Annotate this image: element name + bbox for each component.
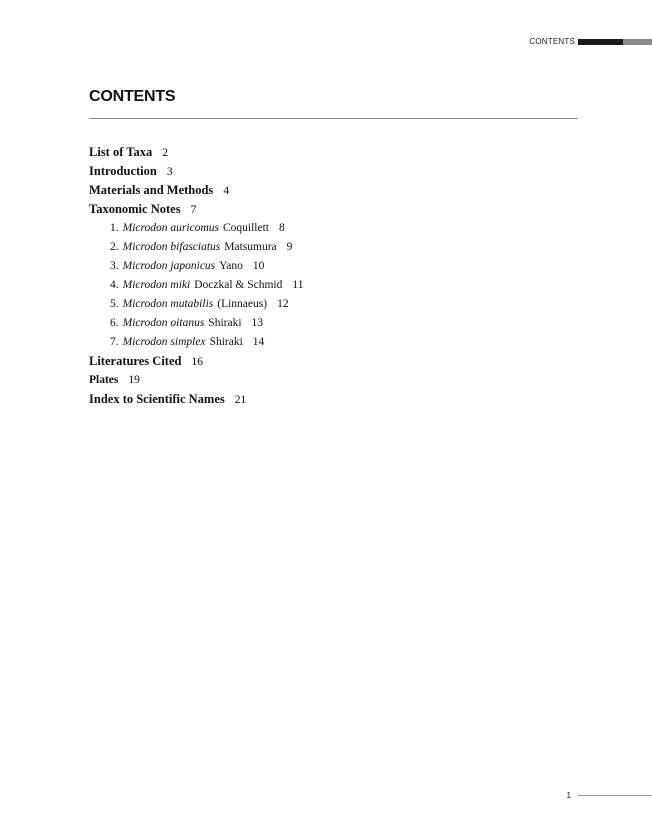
toc-entry-introduction[interactable]: [89, 162, 569, 181]
toc-entry-page: 16: [191, 356, 203, 368]
page-footer: [567, 791, 652, 800]
page-number: 1: [566, 791, 571, 800]
species-name: Microdon oitanus: [122, 317, 205, 329]
header-bar-dark: [578, 39, 623, 45]
species-name: Microdon simplex: [122, 336, 206, 348]
toc-entry-page: 4: [223, 185, 230, 197]
toc-entry-label: List of Taxa: [89, 145, 153, 159]
species-name: Microdon japonicus: [122, 260, 216, 272]
toc-subentry-species[interactable]: [89, 238, 569, 257]
toc-entry-label: Index to Scientific Names: [89, 392, 225, 406]
toc-entry-label: Literatures Cited: [89, 354, 182, 368]
running-header: [529, 37, 652, 46]
species-number: 3.: [110, 260, 119, 272]
species-author: (Linnaeus): [217, 298, 268, 310]
toc-entry-label: Materials and Methods: [89, 183, 214, 197]
header-bar-gray: [623, 39, 652, 45]
species-number: 2.: [110, 241, 119, 253]
toc-subentry-species[interactable]: [89, 333, 569, 352]
species-name: Microdon miki: [122, 279, 191, 291]
toc-entry-plates[interactable]: [89, 371, 569, 390]
toc-entry-page: 14: [252, 336, 265, 348]
species-name: Microdon mutabilis: [122, 298, 214, 310]
species-number: 1.: [110, 222, 119, 234]
toc-entry-index-to-scientific-names[interactable]: [89, 390, 569, 409]
toc-entry-label: Introduction: [89, 164, 157, 178]
species-number: 7.: [110, 336, 119, 348]
species-author: Matsumura: [224, 241, 277, 253]
toc-entry-label: Plates: [89, 374, 119, 386]
title-divider: [89, 118, 578, 119]
species-author: Coquillett: [222, 222, 269, 234]
toc-entry-page: 11: [292, 279, 304, 291]
toc-entry-page: 13: [251, 317, 264, 329]
species-number: 4.: [110, 279, 119, 291]
toc-entry-literatures-cited[interactable]: [89, 352, 569, 371]
species-number: 5.: [110, 298, 119, 310]
toc-entry-page: 2: [162, 147, 168, 159]
toc-subentry-species[interactable]: [89, 219, 569, 238]
toc-subentry-species[interactable]: [89, 257, 569, 276]
toc-subentry-species[interactable]: [89, 295, 569, 314]
species-name: Microdon auricomus: [122, 222, 219, 234]
footer-rule: [578, 795, 652, 796]
species-author: Yano: [219, 260, 243, 272]
species-number: 6.: [110, 317, 119, 329]
species-author: Shiraki: [209, 336, 243, 348]
toc-entry-page: 19: [128, 374, 140, 386]
toc-subentry-species[interactable]: [89, 314, 569, 333]
toc-entry-page: 8: [278, 222, 285, 234]
page-title: CONTENTS: [89, 88, 176, 105]
toc-subentry-species[interactable]: [89, 276, 569, 295]
species-author: Doczkal & Schmid: [194, 279, 283, 291]
toc-entry-page: 3: [166, 166, 173, 178]
toc-entry-page: 21: [234, 394, 247, 406]
table-of-contents: [89, 143, 569, 409]
toc-entry-taxonomic-notes[interactable]: [89, 200, 569, 219]
toc-entry-page: 9: [286, 241, 293, 253]
toc-entry-page: 10: [252, 260, 265, 272]
toc-entry-label: Taxonomic Notes: [89, 202, 181, 216]
toc-entry-materials-and-methods[interactable]: [89, 181, 569, 200]
running-header-title: CONTENTS: [529, 37, 575, 46]
toc-entry-page: 12: [277, 298, 289, 310]
toc-entry-page: 7: [190, 204, 197, 216]
species-author: Shiraki: [208, 317, 242, 329]
toc-entry-list-of-taxa[interactable]: [89, 143, 569, 162]
species-name: Microdon bifasciatus: [122, 241, 221, 253]
